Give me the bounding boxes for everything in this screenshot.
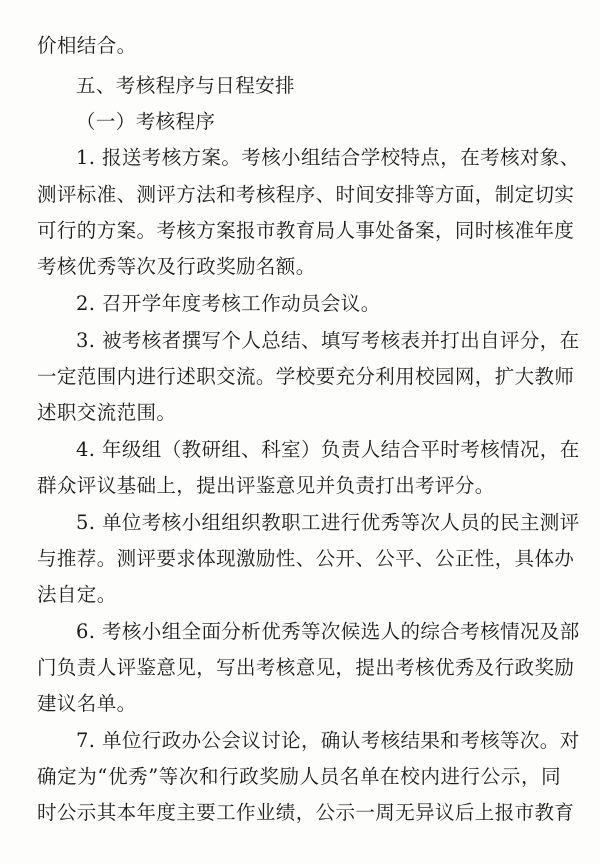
- paragraph-6-line-2: 门负责人评鉴意见，写出考核意见，提出考核优秀及行政奖励: [37, 656, 575, 679]
- paragraph-7-line-3: 时公示其本年度主要工作业绩，公示一周无异议后上报市教育: [37, 801, 575, 824]
- paragraph-3-line-1: 3. 被考核者撰写个人总结、填写考核表并打出自评分，在: [76, 329, 580, 352]
- text-line: 价相结合。: [37, 34, 137, 57]
- subsection-heading: （一）考核程序: [76, 110, 216, 133]
- paragraph-3-line-3: 述职交流范围。: [37, 401, 177, 424]
- paragraph-7-line-1: 7. 单位行政办公会议讨论，确认考核结果和考核等次。对: [76, 729, 580, 752]
- paragraph-5-line-2: 与推荐。测评要求体现激励性、公开、公平、公正性，具体办: [37, 547, 575, 570]
- paragraph-7-line-2: 确定为“优秀”等次和行政奖励人员名单在校内进行公示，同: [37, 765, 561, 788]
- paragraph-1-line-2: 测评标准、测评方法和考核程序、时间安排等方面，制定切实: [37, 183, 575, 206]
- paragraph-4-line-2: 群众评议基础上，提出评鉴意见并负责打出考评分。: [37, 474, 495, 497]
- paragraph-5-line-1: 5. 单位考核小组组织教职工进行优秀等次人员的民主测评: [76, 511, 580, 534]
- paragraph-5-line-3: 法自定。: [37, 583, 117, 606]
- paragraph-4-line-1: 4. 年级组（教研组、科室）负责人结合平时考核情况，在: [76, 438, 580, 461]
- paragraph-1-line-3: 可行的方案。考核方案报市教育局人事处备案，同时核准年度: [37, 219, 575, 242]
- paragraph-6-line-3: 建议名单。: [37, 692, 137, 715]
- section-heading: 五、考核程序与日程安排: [76, 74, 295, 97]
- paragraph-3-line-2: 一定范围内进行述职交流。学校要充分利用校园网，扩大教师: [37, 365, 575, 388]
- paragraph-2-line-1: 2. 召开学年度考核工作动员会议。: [76, 292, 381, 315]
- paragraph-1-line-4: 考核优秀等次及行政奖励名额。: [37, 255, 316, 278]
- paragraph-6-line-1: 6. 考核小组全面分析优秀等次候选人的综合考核情况及部: [76, 620, 580, 643]
- paragraph-1-line-1: 1. 报送考核方案。考核小组结合学校特点，在考核对象、: [76, 146, 580, 169]
